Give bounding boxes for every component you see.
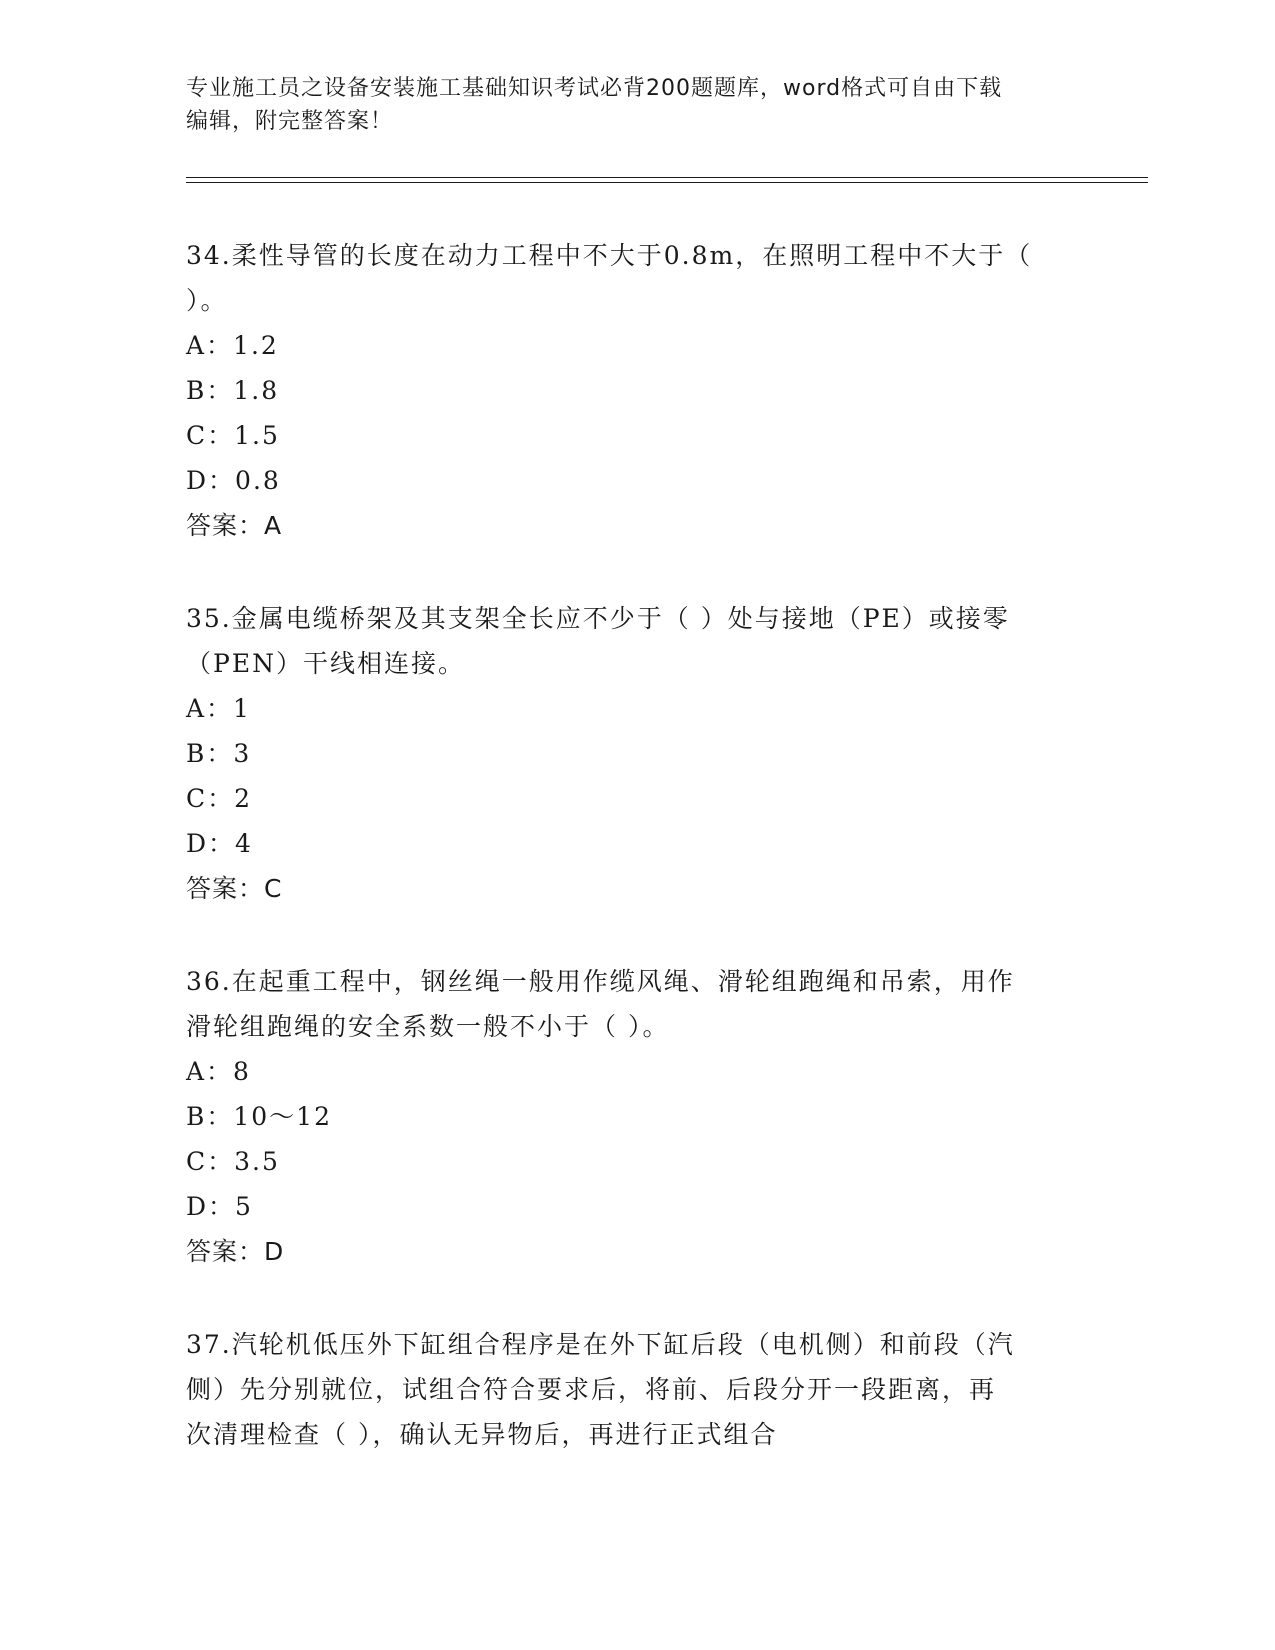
question-36	[186, 959, 1086, 1275]
question-stem-line: 侧）先分别就位，试组合符合要求后，将前、后段分开一段距离，再	[186, 1375, 997, 1404]
option-d: D：4	[186, 829, 253, 858]
option-a: A：1.2	[186, 331, 279, 360]
option-d: D：5	[186, 1192, 253, 1221]
option-c: C：2	[186, 784, 253, 813]
question-34	[186, 233, 1086, 549]
question-stem-line: 次清理检查（ ），确认无异物后，再进行正式组合	[186, 1420, 778, 1449]
answer-label: 答案：C	[186, 874, 283, 903]
option-c: C：1.5	[186, 421, 280, 450]
header-divider-bottom	[186, 182, 1148, 183]
question-stem-line: 34.柔性导管的长度在动力工程中不大于0.8m，在照明工程中不大于（	[186, 241, 1033, 270]
option-b: B：10～12	[186, 1102, 332, 1131]
question-stem-line: 滑轮组跑绳的安全系数一般不小于（ ）。	[186, 1012, 670, 1041]
question-stem-line: 37.汽轮机低压外下缸组合程序是在外下缸后段（电机侧）和前段（汽	[186, 1330, 1015, 1359]
question-37	[186, 1322, 1086, 1457]
option-a: A：8	[186, 1057, 251, 1086]
page-header	[186, 72, 1066, 138]
header-line-1: 专业施工员之设备安装施工基础知识考试必背200题题库，word格式可自由下载	[186, 76, 1003, 101]
question-stem-line: ）。	[186, 286, 228, 315]
question-stem-line: （PEN）干线相连接。	[186, 649, 465, 678]
answer-label: 答案：D	[186, 1237, 285, 1266]
option-d: D：0.8	[186, 466, 281, 495]
option-c: C：3.5	[186, 1147, 280, 1176]
answer-label: 答案：A	[186, 511, 283, 540]
option-b: B：1.8	[186, 376, 280, 405]
header-divider-top	[186, 177, 1148, 178]
question-stem-line: 36.在起重工程中，钢丝绳一般用作缆风绳、滑轮组跑绳和吊索，用作	[186, 967, 1015, 996]
option-b: B：3	[186, 739, 252, 768]
header-line-2: 编辑，附完整答案！	[186, 109, 394, 134]
question-stem-line: 35.金属电缆桥架及其支架全长应不少于（ ）处与接地（PE）或接零	[186, 604, 1010, 633]
question-35	[186, 596, 1086, 912]
option-a: A：1	[186, 694, 251, 723]
